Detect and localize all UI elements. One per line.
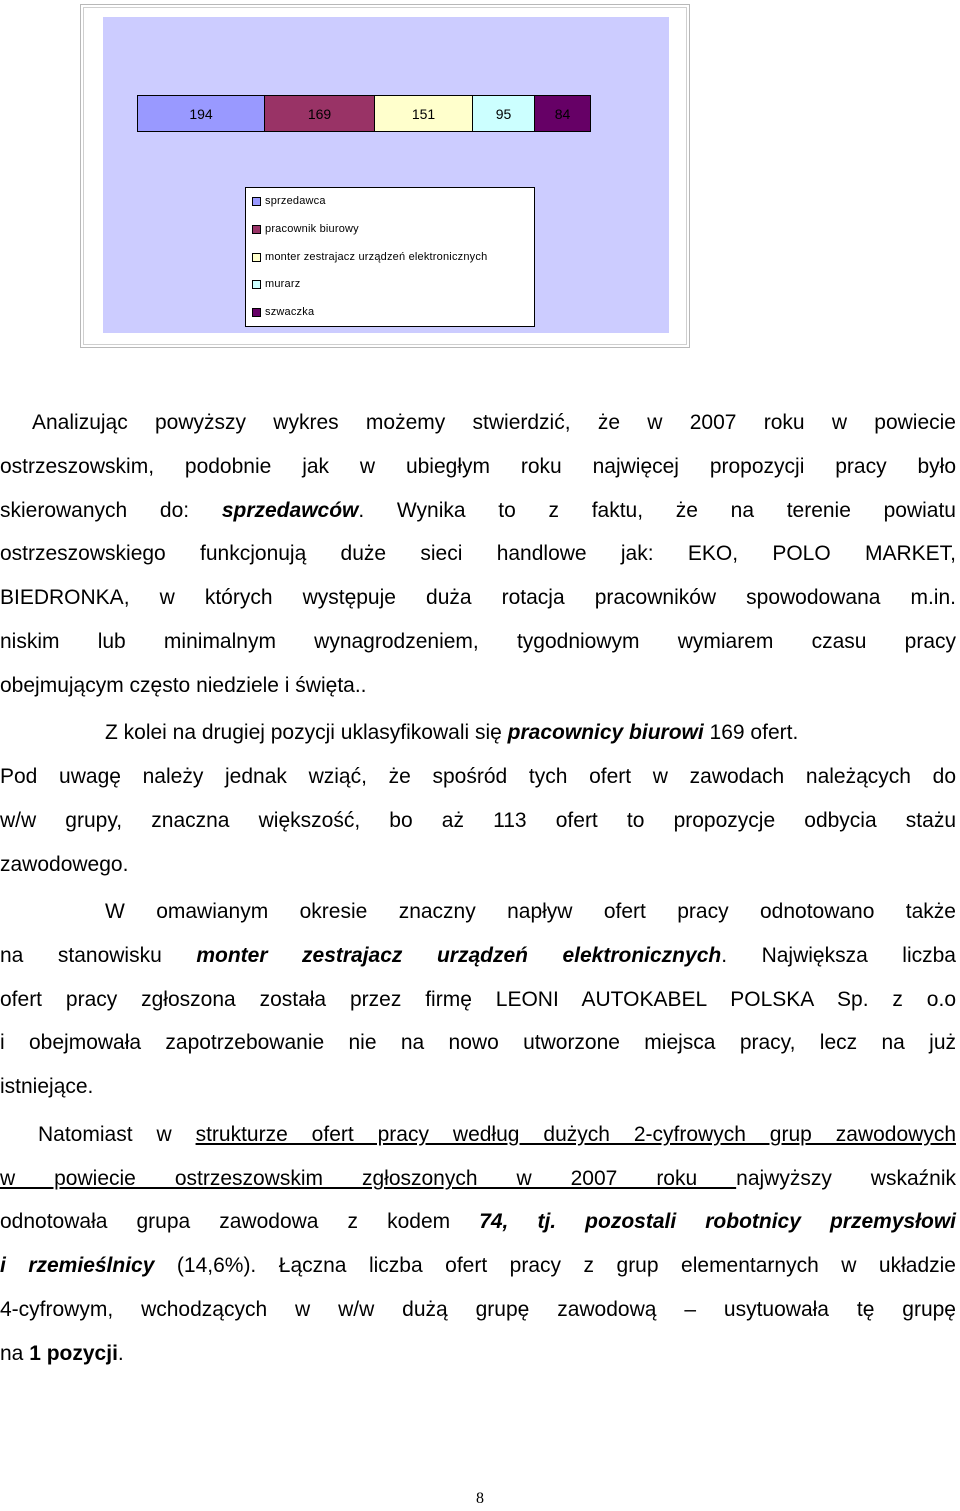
highlight-group-74: 74, tj. pozostali robotnicy przemysłowi: [479, 1210, 957, 1233]
legend-item-sprzedawca: [252, 195, 326, 207]
bar-segment-5: [535, 96, 590, 131]
legend-item-pracownik-biurowy: [252, 223, 359, 235]
highlight-monter: monter zestrajacz urządzeń elektronicznych: [196, 944, 722, 967]
page-number: 8: [476, 1490, 484, 1507]
text-line: BIEDRONKA, w których występuje duża rotacja pracowników spowodowana m.in.: [0, 586, 956, 609]
bar-segment-4: [473, 96, 535, 131]
chart-legend: [245, 187, 535, 327]
legend-swatch: [252, 225, 261, 234]
text-line: Pod uwagę należy jednak wziąć, że spośród tych ofert w zawodach należących do: [0, 765, 956, 788]
underlined-phrase: strukturze ofert pracy według dużych 2-cyfrowych grup zawodowych: [195, 1123, 956, 1146]
highlight-1-pozycji: 1 pozycji: [29, 1342, 118, 1365]
text-line: 4-cyfrowym, wchodzących w w/w dużą grupę zawodową – usytuowała tę grupę: [0, 1298, 956, 1321]
text-line: w/w grupy, znaczna większość, bo aż 113 ofert to propozycje odbycia stażu: [0, 809, 956, 832]
highlight-rzemieslnicy: i rzemieślnicy: [0, 1254, 155, 1277]
legend-item-szwaczka: [252, 306, 314, 318]
text-line: ostrzeszowskiego funkcjonują duże sieci handlowe jak: EKO, POLO MARKET,: [0, 542, 956, 565]
legend-label: sprzedawca: [265, 195, 326, 207]
text-line: Natomiast w strukturze ofert pracy według dużych 2-cyfrowych grup zawodowych: [38, 1123, 956, 1146]
bar-data-label: 84: [554, 105, 571, 122]
text-line: W omawianym okresie znaczny napływ ofert pracy odnotowano także: [105, 900, 956, 923]
text-line: odnotowała grupa zawodowa z kodem 74, tj. pozostali robotnicy przemysłowi: [0, 1210, 957, 1233]
text-line: i rzemieślnicy (14,6%). Łączna liczba ofert pracy z grup elementarnych w układzie: [0, 1254, 956, 1277]
legend-swatch: [252, 280, 261, 289]
legend-swatch: [252, 308, 261, 317]
bar-data-label: 95: [495, 105, 512, 122]
legend-label: pracownik biurowy: [265, 223, 359, 235]
legend-label: szwaczka: [265, 306, 315, 318]
text-line: Analizując powyższy wykres możemy stwierdzić, że w 2007 roku w powiecie: [32, 411, 956, 434]
text-line: ostrzeszowskim, podobnie jak w ubiegłym roku najwięcej propozycji pracy było: [0, 455, 956, 478]
text-line: na 1 pozycji.: [0, 1342, 124, 1365]
text-line: ofert pracy zgłoszona została przez firmę LEONI AUTOKABEL POLSKA Sp. z o.o: [0, 988, 956, 1011]
underlined-phrase: w powiecie ostrzeszowskim zgłoszonych w 2007 roku: [0, 1167, 737, 1190]
legend-item-murarz: [252, 278, 300, 290]
bar-segment-2: [265, 96, 375, 131]
highlight-sprzedawcow: sprzedawców: [221, 499, 359, 522]
bar-data-label: 194: [189, 105, 213, 122]
stacked-bar: [137, 95, 591, 132]
bar-segment-1: [138, 96, 265, 131]
legend-swatch: [252, 253, 261, 262]
highlight-pracownicy-biurowi: pracownicy biurowi: [507, 721, 704, 744]
text-line: zawodowego.: [0, 853, 129, 876]
text-line: niskim lub minimalnym wynagrodzeniem, tygodniowym wymiarem czasu pracy: [0, 630, 956, 653]
legend-swatch: [252, 197, 261, 206]
bar-data-label: 169: [307, 105, 332, 122]
text-line: istniejące.: [0, 1075, 94, 1098]
text-line: w powiecie ostrzeszowskim zgłoszonych w 2007 roku najwyższy wskaźnik: [0, 1167, 956, 1190]
bar-segment-3: [375, 96, 473, 131]
legend-label: monter zestrajacz urządzeń elektronicznych: [265, 251, 488, 263]
legend-item-monter: [252, 251, 487, 263]
text-line: obejmującym często niedziele i święta..: [0, 674, 367, 697]
legend-label: murarz: [265, 278, 301, 290]
bar-data-label: 151: [411, 105, 436, 122]
text-line: i obejmowała zapotrzebowanie nie na nowo utworzone miejsca pracy, lecz na już: [0, 1031, 956, 1054]
text-line: skierowanych do: sprzedawców. Wynika to z faktu, że na terenie powiatu: [0, 499, 956, 522]
text-line: Z kolei na drugiej pozycji uklasyfikowali się pracownicy biurowi 169 ofert.: [105, 721, 799, 744]
text-line: na stanowisku monter zestrajacz urządzeń elektronicznych. Największa liczba: [0, 944, 956, 967]
